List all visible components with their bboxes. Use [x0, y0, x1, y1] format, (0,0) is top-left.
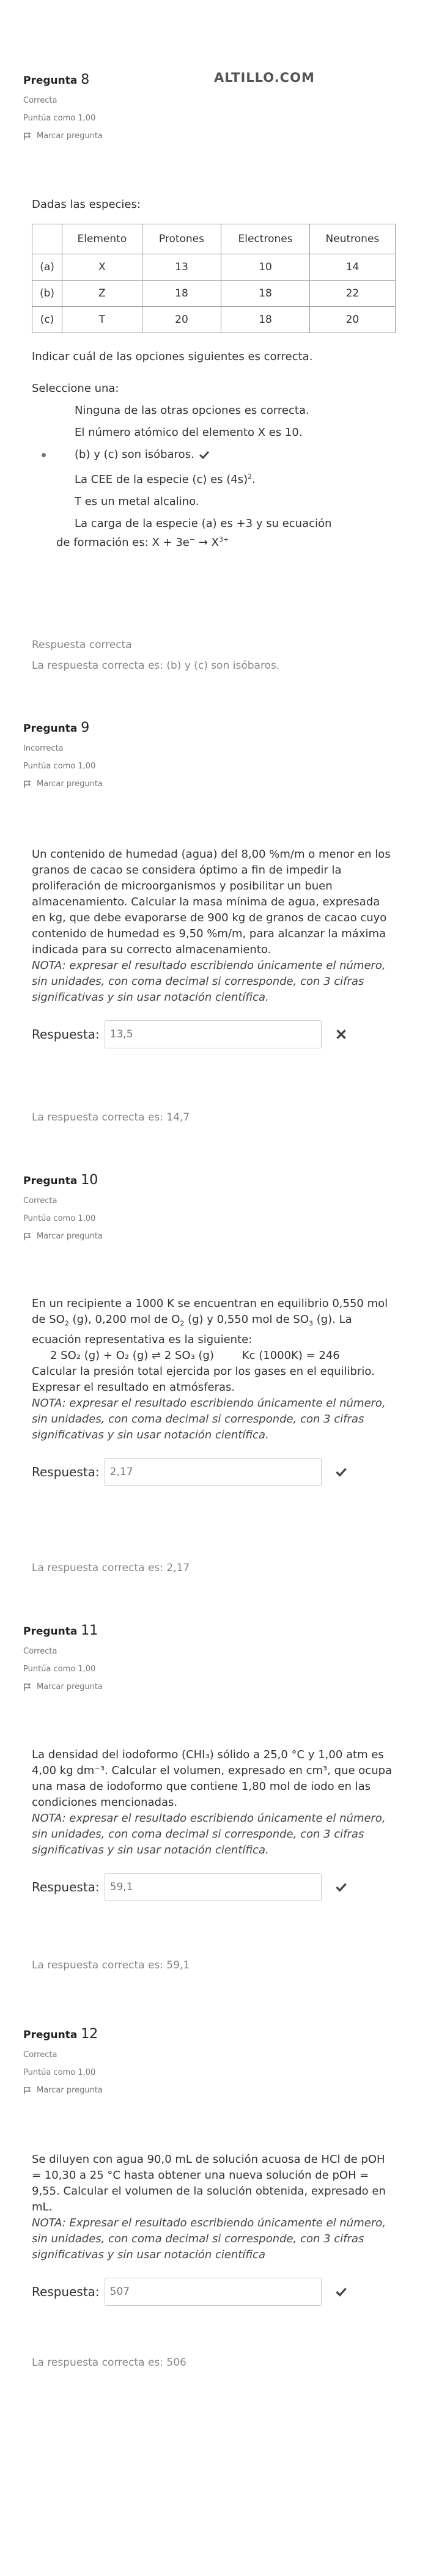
- answer-row: [32, 2278, 396, 2306]
- question-title: Pregunta 9: [23, 720, 90, 735]
- radio-selected-icon: [42, 453, 46, 457]
- species-table: [32, 224, 396, 333]
- question-9-info: [23, 720, 103, 789]
- answer-label: Respuesta:: [32, 1880, 100, 1894]
- cross-icon: [334, 1027, 349, 1042]
- flag-label: Marcar pregunta: [37, 2086, 103, 2095]
- question-score: Puntúa como 1,00: [23, 762, 96, 771]
- header-electrones: Electrones: [221, 224, 310, 254]
- flag-question-link[interactable]: [23, 779, 103, 789]
- question-text: Indicar cuál de las opciones siguientes es correcta.: [32, 350, 313, 363]
- question-text: En un recipiente a 1000 K se encuentran en equilibrio 0,550 mol de $SO_2$ (g), 0,200 mol de $O_2$ (g) y 0,550 mol de $SO_3$ (g). La ecuación representativa es la siguiente:: [32, 1297, 388, 1346]
- check-icon: [197, 448, 211, 462]
- intro-text: Dadas las especies:: [32, 198, 141, 211]
- flag-question-link[interactable]: [23, 2086, 103, 2095]
- check-icon: [334, 2284, 349, 2299]
- question-note: NOTA: expresar el resultado escribiendo únicamente el número, sin unidades, con coma decimal si corresponde, con 3 cifras significativas y sin usar notación científica.: [32, 1396, 386, 1441]
- question-status: Incorrecta: [23, 744, 64, 753]
- question-score: Puntúa como 1,00: [23, 114, 96, 123]
- correct-answer: La respuesta correcta es: 59,1: [32, 1959, 190, 1971]
- question-text: Un contenido de humedad (agua) del 8,00 %m/m o menor en los granos de cacao se considera óptimo a fin de impedir la proliferación de microorganismos y posibilitar un buen almacenamiento. Calcular la masa mínima de agua, expresada en kg, que debe evaporarse de 900 kg de granos de cacao cuyo contenido de humedad es 9,50 %m/m, para alcanzar la máxima indicada para su correcto almacenamiento.: [32, 848, 391, 956]
- question-text: La densidad del iodoformo (CHI₃) sólido a 25,0 °C y 1,00 atm es 4,00 kg dm⁻³. Calcular el volumen, expresado en cm³, que ocupa una masa de iodoformo que contiene 1,80 mol de iodo en las condiciones mencionadas.: [32, 1748, 393, 1809]
- question-note: NOTA: expresar el resultado escribiendo únicamente el número, sin unidades, con coma decimal si corresponde, con 3 cifras significativas y sin usar notación científica.: [32, 959, 386, 1004]
- answer-label: Respuesta:: [32, 2284, 100, 2299]
- option-6[interactable]: La carga de la especie (a) es +3 y su ecuación de formación es: $X + 3e^- \to X^{3+}$: [56, 517, 332, 549]
- question-note: NOTA: Expresar el resultado escribiendo únicamente el número, sin unidades, con coma decimal si corresponde, con 3 cifras significativas y sin usar notación científica: [32, 2217, 386, 2261]
- answer-input[interactable]: 507: [105, 2278, 322, 2306]
- question-title: Pregunta 12: [23, 2026, 98, 2042]
- table-row: (a) X 13 10 14: [32, 254, 396, 281]
- flag-icon: [23, 780, 32, 789]
- equation-line: 2 SO₂ (g) + O₂ (g) ⇌ 2 SO₃ (g) Kc (1000K) = 246: [50, 1349, 340, 1362]
- header-neutrones: Neutrones: [309, 224, 395, 254]
- question-12-info: [23, 2026, 103, 2095]
- flag-icon: [23, 1232, 32, 1241]
- question-11-feedback: [32, 1959, 190, 1971]
- check-icon: [334, 1465, 349, 1479]
- flag-label: Marcar pregunta: [37, 1232, 103, 1241]
- flag-icon: [23, 2086, 32, 2095]
- answer-input[interactable]: 2,17: [105, 1458, 322, 1486]
- option-4[interactable]: La CEE de la especie (c) es $(4s)^2$.: [75, 473, 256, 486]
- flag-question-link[interactable]: [23, 1232, 103, 1241]
- correct-answer: La respuesta correcta es: 506: [32, 2357, 186, 2369]
- question-status: Correcta: [23, 1647, 57, 1656]
- option-5[interactable]: T es un metal alcalino.: [75, 495, 199, 508]
- header-protones: Protones: [142, 224, 221, 254]
- answer-row: [32, 1020, 396, 1048]
- header-elemento: Elemento: [62, 224, 142, 254]
- question-10-info: [23, 1172, 103, 1241]
- question-9-feedback: [32, 1111, 190, 1124]
- question-status: Correcta: [23, 1196, 57, 1205]
- question-text: Se diluyen con agua 90,0 mL de solución acuosa de HCl de pOH = 10,30 a 25 °C hasta obtener una nueva solución de pOH = 9,55. Calcular el volumen de la solución obtenida, expresado en mL.: [32, 2153, 386, 2214]
- question-8-feedback: [32, 639, 279, 672]
- check-icon: [334, 1880, 349, 1894]
- question-text-2: Calcular la presión total ejercida por los gases en el equilibrio. Expresar el resultado en atmósferas.: [32, 1364, 375, 1394]
- flag-label: Marcar pregunta: [37, 779, 103, 789]
- question-11-content: [32, 1747, 396, 1901]
- option-6-line2: de formación es: $X + 3e^- \to X^{3+}$: [56, 535, 229, 549]
- question-score: Puntúa como 1,00: [23, 1214, 96, 1223]
- question-11-info: [23, 1623, 103, 1691]
- question-score: Puntúa como 1,00: [23, 1665, 96, 1674]
- question-12-feedback: [32, 2357, 186, 2369]
- flag-icon: [23, 132, 32, 141]
- site-watermark: ALTILLO.COM: [214, 70, 315, 85]
- question-note: NOTA: expresar el resultado escribiendo únicamente el número, sin unidades, con coma decimal si corresponde, con 3 cifras significativas y sin usar notación científica.: [32, 1812, 386, 1857]
- question-8-content: [32, 197, 396, 557]
- table-row: (c) T 20 18 20: [32, 307, 396, 333]
- flag-label: Marcar pregunta: [37, 1682, 103, 1691]
- answer-row: [32, 1873, 396, 1901]
- question-score: Puntúa como 1,00: [23, 2068, 96, 2077]
- correct-answer: La respuesta correcta es: 14,7: [32, 1111, 190, 1124]
- question-status: Correcta: [23, 2050, 57, 2059]
- option-3-selected[interactable]: (b) y (c) son isóbaros.: [32, 447, 396, 463]
- question-12-content: [32, 2152, 396, 2306]
- answer-label: Respuesta:: [32, 1464, 100, 1479]
- select-label: Seleccione una:: [32, 382, 119, 395]
- question-10-content: [32, 1296, 396, 1486]
- feedback-status: Respuesta correcta: [32, 639, 132, 651]
- option-1[interactable]: Ninguna de las otras opciones es correcta.: [75, 404, 309, 417]
- table-row: (b) Z 18 18 22: [32, 281, 396, 307]
- question-title: Pregunta 8: [23, 72, 90, 87]
- answer-label: Respuesta:: [32, 1027, 100, 1042]
- correct-answer: La respuesta correcta es: (b) y (c) son isóbaros.: [32, 660, 280, 672]
- question-10-feedback: [32, 1562, 190, 1574]
- option-2[interactable]: El número atómico del elemento X es 10.: [75, 426, 303, 439]
- flag-label: Marcar pregunta: [37, 131, 103, 141]
- question-9-content: [32, 847, 396, 1048]
- flag-question-link[interactable]: [23, 131, 103, 141]
- question-8-info: [23, 72, 103, 141]
- question-title: Pregunta 10: [23, 1172, 98, 1188]
- answer-input[interactable]: 59,1: [105, 1873, 322, 1901]
- flag-question-link[interactable]: [23, 1682, 103, 1691]
- question-title: Pregunta 11: [23, 1623, 98, 1638]
- correct-answer: La respuesta correcta es: 2,17: [32, 1562, 190, 1574]
- question-status: Correcta: [23, 96, 57, 105]
- answer-row: [32, 1458, 396, 1486]
- flag-icon: [23, 1683, 32, 1691]
- answer-input[interactable]: 13,5: [105, 1020, 322, 1048]
